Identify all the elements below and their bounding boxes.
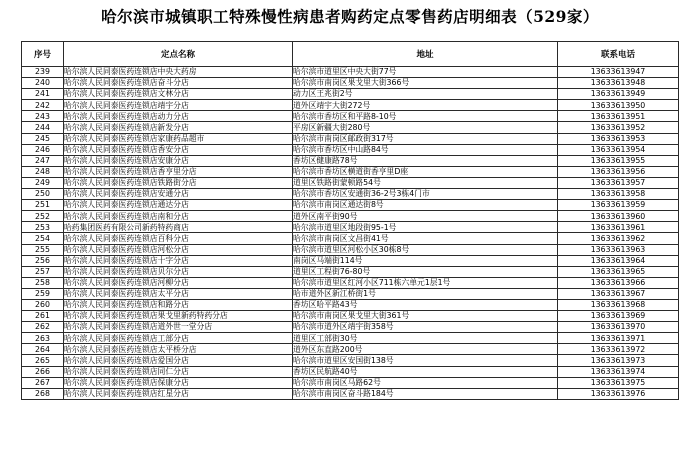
phone-number: 13633613968	[558, 299, 679, 310]
row-index: 250	[22, 189, 64, 200]
table-row	[22, 333, 679, 344]
table-row	[22, 111, 679, 122]
row-index: 244	[22, 122, 64, 133]
row-index: 256	[22, 255, 64, 266]
row-index: 255	[22, 244, 64, 255]
phone-number: 13633613952	[558, 122, 679, 133]
table-row	[22, 355, 679, 366]
pharmacy-address: 哈尔滨市香坊区横道街香亨里D座	[293, 166, 558, 177]
phone-number: 13633613974	[558, 366, 679, 377]
pharmacy-address: 哈尔滨市道外区靖宇街358号	[293, 322, 558, 333]
header-address: 地址	[293, 42, 558, 67]
pharmacy-address: 香坊区哈平路43号	[293, 299, 558, 310]
pharmacy-address: 哈尔滨市香坊区安通街36-2号3栋4门市	[293, 189, 558, 200]
phone-number: 13633613960	[558, 211, 679, 222]
table-row	[22, 266, 679, 277]
phone-number: 13633613971	[558, 333, 679, 344]
header-phone: 联系电话	[558, 42, 679, 67]
pharmacy-address: 哈尔滨市南岗区果戈里大街361号	[293, 311, 558, 322]
phone-number: 13633613962	[558, 233, 679, 244]
table-row	[22, 377, 679, 388]
row-index: 245	[22, 133, 64, 144]
pharmacy-name: 哈尔滨人民同泰医药连锁店新发分店	[64, 122, 293, 133]
pharmacy-name: 哈尔滨人民同泰医药连锁店通达分店	[64, 200, 293, 211]
phone-number: 13633613954	[558, 144, 679, 155]
header-index: 序号	[22, 42, 64, 67]
row-index: 261	[22, 311, 64, 322]
pharmacy-address: 香坊区健康路78号	[293, 155, 558, 166]
phone-number: 13633613949	[558, 89, 679, 100]
row-index: 247	[22, 155, 64, 166]
phone-number: 13633613967	[558, 288, 679, 299]
row-index: 241	[22, 89, 64, 100]
phone-number: 13633613951	[558, 111, 679, 122]
pharmacy-name: 哈尔滨人民同泰医药连锁店保康分店	[64, 377, 293, 388]
pharmacy-name: 哈尔滨人民同泰医药连锁店同仁分店	[64, 366, 293, 377]
pharmacy-address: 哈市道外区新江桥街1号	[293, 288, 558, 299]
table-row	[22, 144, 679, 155]
row-index: 242	[22, 100, 64, 111]
pharmacy-name: 哈尔滨人民同泰医药连锁店家康药品超市	[64, 133, 293, 144]
pharmacy-address: 哈尔滨市南岗区马路62号	[293, 377, 558, 388]
table-row	[22, 122, 679, 133]
table-row	[22, 100, 679, 111]
table-body	[22, 67, 679, 400]
row-index: 268	[22, 388, 64, 399]
table-row	[22, 299, 679, 310]
pharmacy-table	[21, 41, 679, 400]
row-index: 262	[22, 322, 64, 333]
row-index: 248	[22, 166, 64, 177]
table-header-row	[22, 42, 679, 67]
row-index: 239	[22, 67, 64, 78]
pharmacy-address: 哈尔滨市南岗区通达街8号	[293, 200, 558, 211]
pharmacy-name: 哈尔滨人民同泰医药连锁店安康分店	[64, 155, 293, 166]
row-index: 240	[22, 78, 64, 89]
phone-number: 13633613953	[558, 133, 679, 144]
row-index: 254	[22, 233, 64, 244]
table-row	[22, 277, 679, 288]
pharmacy-address: 哈尔滨市南岗区奋斗路184号	[293, 388, 558, 399]
header-name: 定点名称	[64, 42, 293, 67]
table-row	[22, 78, 679, 89]
table-row	[22, 133, 679, 144]
phone-number: 13633613956	[558, 166, 679, 177]
pharmacy-name: 哈尔滨人民同泰医药连锁店红星分店	[64, 388, 293, 399]
row-index: 251	[22, 200, 64, 211]
phone-number: 13633613959	[558, 200, 679, 211]
phone-number: 13633613972	[558, 344, 679, 355]
table-row	[22, 244, 679, 255]
row-index: 265	[22, 355, 64, 366]
phone-number: 13633613955	[558, 155, 679, 166]
row-index: 257	[22, 266, 64, 277]
table-row	[22, 67, 679, 78]
pharmacy-name: 哈尔滨人民同泰医药连锁店安通分店	[64, 189, 293, 200]
table-row	[22, 255, 679, 266]
pharmacy-name: 哈尔滨人民同泰医药连锁店文林分店	[64, 89, 293, 100]
pharmacy-address: 香坊区民航路40号	[293, 366, 558, 377]
pharmacy-address: 道外区靖宇大街272号	[293, 100, 558, 111]
phone-number: 13633613948	[558, 78, 679, 89]
pharmacy-name: 哈尔滨人民同泰医药连锁店道外世一堂分店	[64, 322, 293, 333]
pharmacy-name: 哈尔滨人民同泰医药连锁店和路分店	[64, 299, 293, 310]
pharmacy-address: 哈尔滨市香坊区中山路84号	[293, 144, 558, 155]
pharmacy-name: 哈尔滨人民同泰医药连锁店奋斗分店	[64, 78, 293, 89]
pharmacy-name: 哈尔滨人民同泰医药连锁店中央大药房	[64, 67, 293, 78]
pharmacy-address: 道里区铁路街蒙顿路54号	[293, 177, 558, 188]
row-index: 243	[22, 111, 64, 122]
pharmacy-address: 道外区东直路200号	[293, 344, 558, 355]
table-row	[22, 89, 679, 100]
pharmacy-address: 哈尔滨市南岗区果戈里大街366号	[293, 78, 558, 89]
phone-number: 13633613964	[558, 255, 679, 266]
table-row	[22, 388, 679, 399]
phone-number: 13633613976	[558, 388, 679, 399]
row-index: 246	[22, 144, 64, 155]
phone-number: 13633613965	[558, 266, 679, 277]
phone-number: 13633613961	[558, 222, 679, 233]
pharmacy-address: 哈尔滨市南岗区邮政街317号	[293, 133, 558, 144]
pharmacy-name: 哈尔滨人民同泰医药连锁店太平分店	[64, 288, 293, 299]
pharmacy-address: 道外区南平街90号	[293, 211, 558, 222]
pharmacy-name: 哈尔滨人民同泰医药连锁店河柳分店	[64, 277, 293, 288]
phone-number: 13633613969	[558, 311, 679, 322]
table-row	[22, 366, 679, 377]
table-row	[22, 311, 679, 322]
pharmacy-name: 哈尔滨人民同泰医药连锁店果戈里新药特药分店	[64, 311, 293, 322]
page-title: 哈尔滨市城镇职工特殊慢性病患者购药定点零售药店明细表（529家）	[101, 7, 599, 26]
pharmacy-address: 哈尔滨市道里区安国街138号	[293, 355, 558, 366]
pharmacy-name: 哈尔滨人民同泰医药连锁店爱国分店	[64, 355, 293, 366]
pharmacy-name: 哈尔滨人民同泰医药连锁店铁路街分店	[64, 177, 293, 188]
phone-number: 13633613975	[558, 377, 679, 388]
pharmacy-name: 哈尔滨人民同泰医药连锁店十字分店	[64, 255, 293, 266]
pharmacy-address: 哈尔滨市南岗区文昌街41号	[293, 233, 558, 244]
pharmacy-address: 哈尔滨市香坊区和平路8-10号	[293, 111, 558, 122]
pharmacy-name: 哈尔滨人民同泰医药连锁店动力分店	[64, 111, 293, 122]
row-index: 266	[22, 366, 64, 377]
pharmacy-name: 哈尔滨人民同泰医药连锁店河松分店	[64, 244, 293, 255]
phone-number: 13633613950	[558, 100, 679, 111]
pharmacy-name: 哈尔滨人民同泰医药连锁店香安分店	[64, 144, 293, 155]
table-row	[22, 166, 679, 177]
row-index: 267	[22, 377, 64, 388]
row-index: 252	[22, 211, 64, 222]
pharmacy-name: 哈尔滨人民同泰医药连锁店贝尔分店	[64, 266, 293, 277]
table-row	[22, 344, 679, 355]
pharmacy-address: 动力区王兆街2号	[293, 89, 558, 100]
row-index: 264	[22, 344, 64, 355]
table-row	[22, 233, 679, 244]
pharmacy-name: 哈尔滨人民同泰医药连锁店靖宇分店	[64, 100, 293, 111]
pharmacy-address: 哈尔滨市道里区河松小区30栋8号	[293, 244, 558, 255]
pharmacy-name: 哈尔滨人民同泰医药连锁店香亨里分店	[64, 166, 293, 177]
phone-number: 13633613947	[558, 67, 679, 78]
row-index: 259	[22, 288, 64, 299]
pharmacy-address: 哈尔滨市道里区红河小区711栋六单元1层1号	[293, 277, 558, 288]
phone-number: 13633613958	[558, 189, 679, 200]
phone-number: 13633613957	[558, 177, 679, 188]
pharmacy-address: 道里区工部街30号	[293, 333, 558, 344]
phone-number: 13633613973	[558, 355, 679, 366]
row-index: 249	[22, 177, 64, 188]
table-row	[22, 200, 679, 211]
pharmacy-name: 哈尔滨人民同泰医药连锁店南和分店	[64, 211, 293, 222]
table-row	[22, 211, 679, 222]
row-index: 260	[22, 299, 64, 310]
phone-number: 13633613970	[558, 322, 679, 333]
pharmacy-address: 道里区工程街76-80号	[293, 266, 558, 277]
table-row	[22, 322, 679, 333]
pharmacy-name: 哈尔滨人民同泰医药连锁店太平桥分店	[64, 344, 293, 355]
table-row	[22, 288, 679, 299]
table-row	[22, 155, 679, 166]
phone-number: 13633613963	[558, 244, 679, 255]
table-row	[22, 177, 679, 188]
pharmacy-name: 哈尔滨人民同泰医药连锁店工部分店	[64, 333, 293, 344]
pharmacy-address: 平房区新疆大街280号	[293, 122, 558, 133]
row-index: 253	[22, 222, 64, 233]
pharmacy-name: 哈药集团医药有限公司新药特药商店	[64, 222, 293, 233]
pharmacy-address: 南岗区马端街114号	[293, 255, 558, 266]
pharmacy-name: 哈尔滨人民同泰医药连锁店百科分店	[64, 233, 293, 244]
pharmacy-address: 哈尔滨市道里区中央大街77号	[293, 67, 558, 78]
table-row	[22, 222, 679, 233]
row-index: 258	[22, 277, 64, 288]
phone-number: 13633613966	[558, 277, 679, 288]
pharmacy-address: 哈尔滨市道里区地段街95-1号	[293, 222, 558, 233]
table-row	[22, 189, 679, 200]
row-index: 263	[22, 333, 64, 344]
